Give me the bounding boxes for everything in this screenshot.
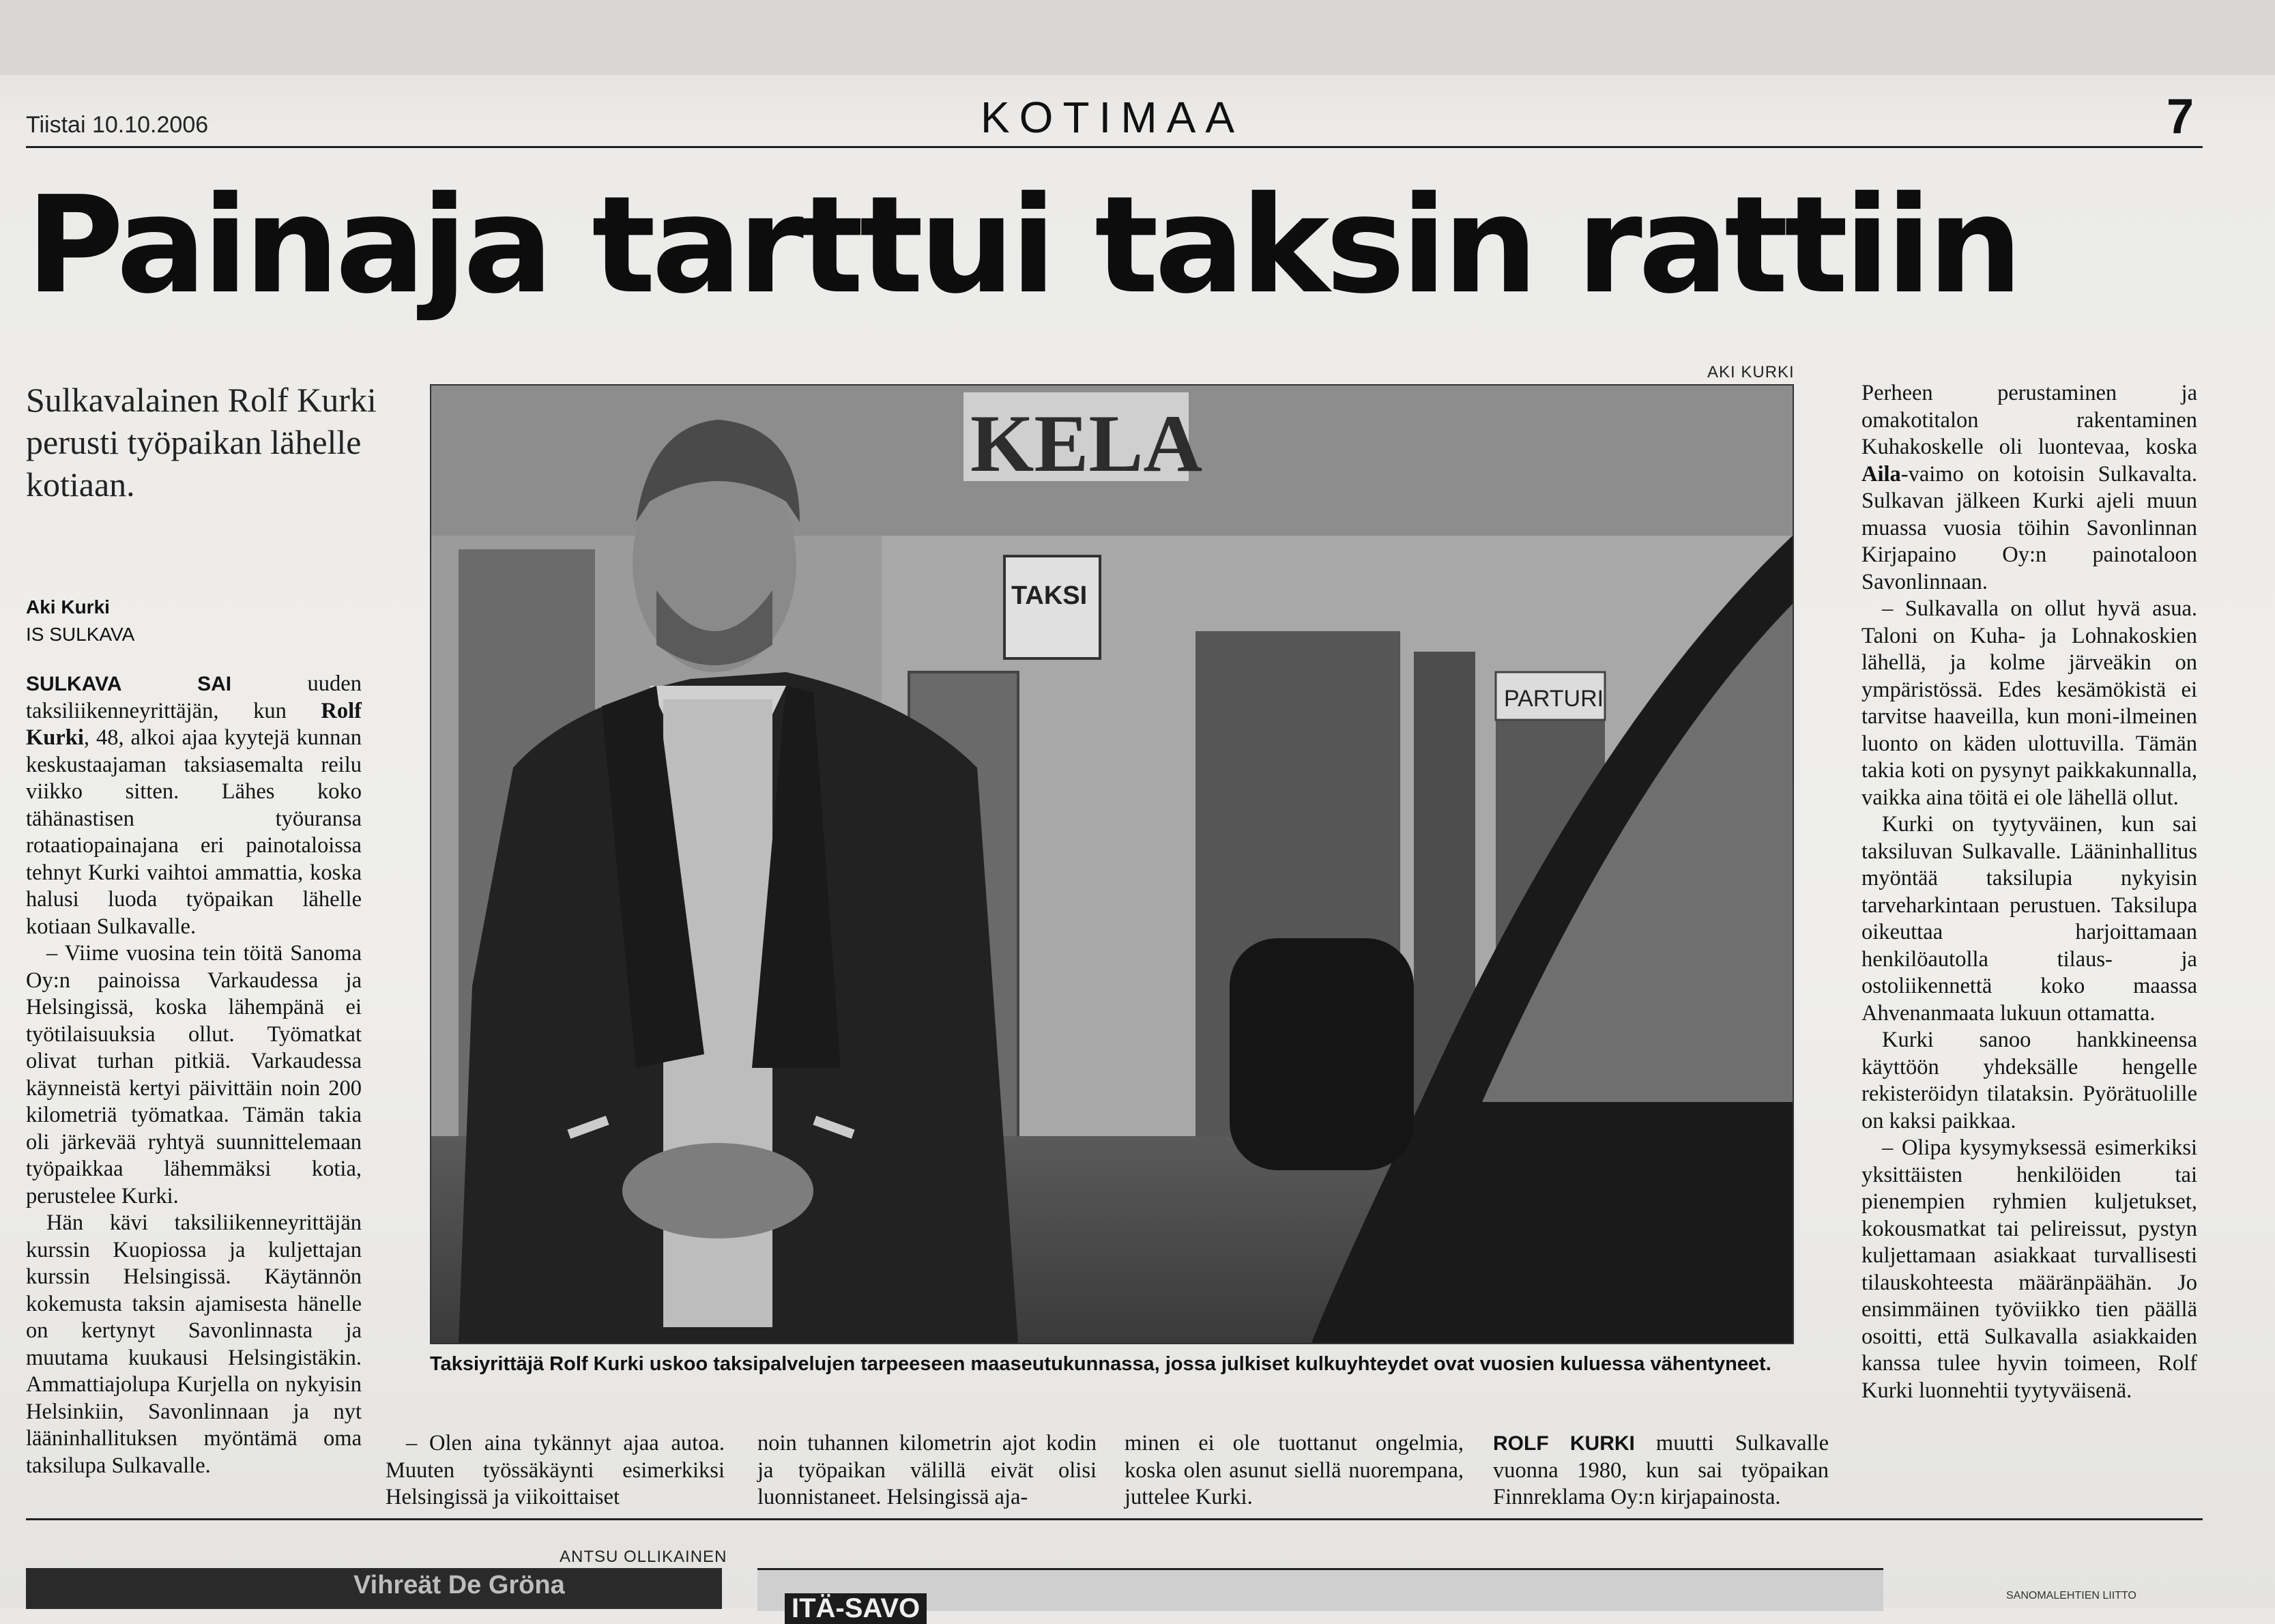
paragraph: Kurki sanoo hankkineensa käyttöön yhdeksälle hengelle rekisteröidyn tilataksin. Pyörätuolille on kaksi paikkaa. <box>1861 1028 2197 1133</box>
paragraph: Kurki on tyytyväinen, kun sai taksiluvan Sulkavalle. Lääninhallitus myöntää taksilupia nykyisin tarveharkintaan perustuen. Taksilupa oikeuttaa harjoittamaan henkilöautolla tilaus- ja ostoliikennettä koko maassa Ahvenanmaata lukuun ottamatta. <box>1861 812 2197 1026</box>
barber-sign-text: PARTURI <box>1504 686 1604 712</box>
lead-in: SULKAVA SAI <box>26 673 232 695</box>
lead-in: ROLF KURKI <box>1493 1432 1635 1455</box>
paragraph: – Viime vuosina tein töitä Sanoma Oy:n painoissa Varkaudessa ja Helsingissä, koska lähempänä ei työtilaisuuksia ollut. Työmatkat olivat turhan pitkiä. Varkaudessa käynneistä kertyi päivittäin noin 200 kilometriä työmatkaa. Tämän takia oli järkevää ryhtyä suunnittelemaan työpaikkaa lähemmäksi kotia, perustelee Kurki. <box>26 941 362 1208</box>
article-photo <box>430 384 1794 1344</box>
paragraph <box>1493 1430 1829 1511</box>
paragraph: Hän kävi taksiliikenneyrittäjän kurssin Kuopiossa ja kuljettajan kurssin Helsingissä. Käytännön kokemusta taksin ajamisesta hänelle on kertynyt Savonlinnasta ja muutama kuukausi Helsingistäkin. Ammattiajolupa Kurjella on nykyisin Helsinkiin, Savonlinnaan ja nyt lääninhallituksen myöntämä oma taksilupa Sulkavalle. <box>26 1210 362 1478</box>
ad-left-text: Vihreät De Gröna <box>353 1571 565 1599</box>
masthead-rule <box>26 146 2203 148</box>
text: muutti Sulkavalle vuonna 1980, kun sai työpaikan Finnreklama Oy:n kirjapainosta. <box>1493 1431 1829 1509</box>
paragraph: – Olipa kysymyksessä esimerkiksi yksittäisten henkilöiden tai pienempien ryhmien kuljetukset, kokousmatkat tai pelireissut, pystyn kuljettamaan asiakkaat turvallisesti tilauskohteesta määränpäähän. Jo ensimmäinen työviikko tien päällä osoitti, että Sulkavalla asiakkaiden kanssa tulee hyvin toimeen, Rolf Kurki luonnehtii tyytyväisenä. <box>1861 1135 2197 1403</box>
article-column-5 <box>1493 1430 1829 1511</box>
store-sign-text: KELA <box>970 398 1203 489</box>
article-column-2 <box>386 1430 725 1511</box>
headline: Painaja tarttui taksin rattiin <box>26 168 2019 323</box>
paragraph: – Olen aina tykännyt ajaa autoa. Muuten työssäkäynti esimerkiksi Helsingissä ja viikoittaiset <box>386 1431 725 1509</box>
scan-top-margin <box>0 0 2275 75</box>
paragraph <box>26 671 362 940</box>
ad-right <box>1979 1568 2207 1609</box>
paragraph <box>1861 380 2197 596</box>
photo-credit: AKI KURKI <box>1707 363 1795 381</box>
ad-right-text: SANOMALEHTIEN LIITTO <box>2006 1590 2136 1601</box>
article-column-3 <box>757 1430 1097 1511</box>
taxi-sign-text: TAKSI <box>1011 581 1088 610</box>
byline-author: Aki Kurki <box>26 596 110 618</box>
person-name: Aila <box>1861 461 1901 487</box>
paragraph: noin tuhannen kilometrin ajot kodin ja työpaikan välillä eivät olisi luonnistaneet. Helsingissä aja- <box>757 1431 1097 1509</box>
issue-date: Tiistai 10.10.2006 <box>26 112 209 138</box>
byline-location: IS SULKAVA <box>26 624 135 645</box>
text: , 48, alkoi ajaa kyytejä kunnan keskustaajaman taksiasemalta reilu viikko sitten. Lähes koko tähänastisen työuransa rotaatiopainajana eri painotaloissa tehnyt Kurki vaihtoi ammattia, koska halusi luoda työpaikan lähelle kotiaan Sulkavalle. <box>26 725 362 939</box>
ad-left <box>26 1568 722 1609</box>
photo-caption: Taksiyrittäjä Rolf Kurki uskoo taksipalvelujen tarpeeseen maaseutukunnassa, jossa julkiset kulkuyhteydet ovat vuosien kuluessa vähentyneet. <box>430 1353 1771 1375</box>
person-name: Rolf Kurki <box>26 698 362 750</box>
section-title: KOTIMAA <box>980 93 1245 142</box>
text: Perheen perustaminen ja omakotitalon rakentaminen Kuhakoskelle oli luontevaa, koska <box>1861 381 2197 459</box>
paragraph: minen ei ole tuottanut ongelmia, koska olen asunut siellä nuorempana, juttelee Kurki. <box>1125 1431 1464 1509</box>
article-column-1 <box>26 671 362 1479</box>
ad-mid-text: ITÄ-SAVO <box>785 1593 927 1624</box>
ad-middle <box>757 1568 1883 1623</box>
page-number: 7 <box>2167 89 2194 144</box>
article-column-right <box>1861 380 2197 1404</box>
subhead: Sulkavalainen Rolf Kurki perusti työpaikan lähelle kotiaan. <box>26 381 377 504</box>
byline <box>26 594 134 648</box>
text: -vaimo on kotoisin Sulkavalta. Sulkavan jälkeen Kurki ajeli muun muassa vuosia töihin Savonlinnan Kirjapaino Oy:n painotaloon Savonlinnaan. <box>1861 461 2197 594</box>
footer-rule <box>26 1518 2203 1520</box>
paragraph: – Sulkavalla on ollut hyvä asua. Taloni on Kuha- ja Lohnakoskien lähellä, ja kolme järveäkin on ympäristössä. Edes kesämökistä ei tarvitse haaveilla, kun moni-ilmeinen luonto on käden ulottuvilla. Tämän takia koti on pysynyt paikkakunnalla, vaikka aina töitä ei ole lähellä ollut. <box>1861 596 2197 810</box>
footer-photo-credit: ANTSU OLLIKAINEN <box>560 1548 727 1566</box>
article-column-4 <box>1125 1430 1464 1511</box>
text: uuden taksiliikenneyrittäjän, kun <box>26 671 362 723</box>
photo-illustration <box>431 386 1793 1343</box>
